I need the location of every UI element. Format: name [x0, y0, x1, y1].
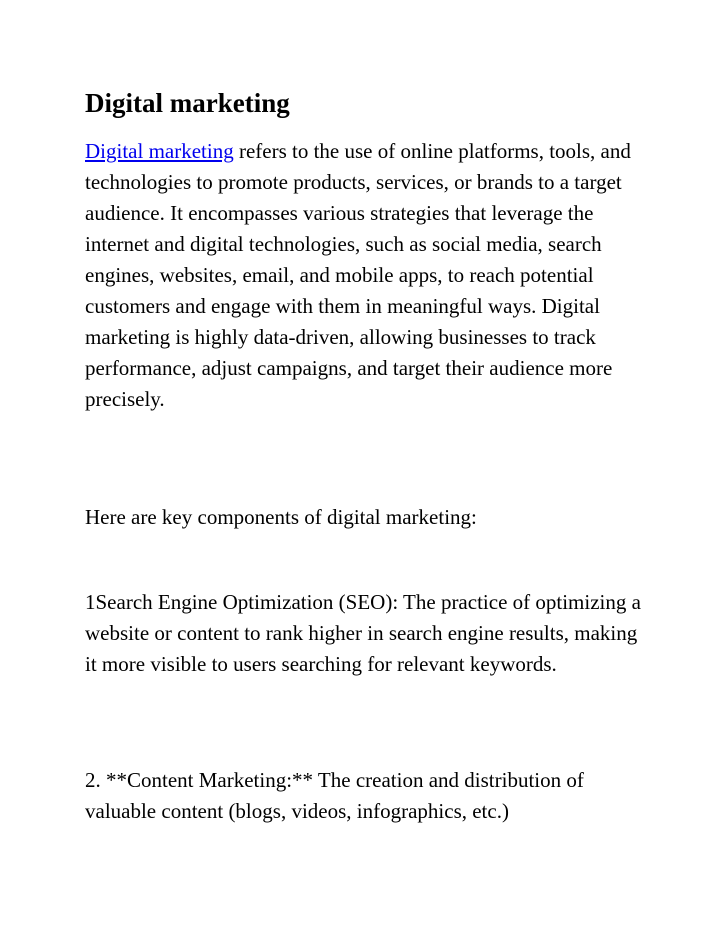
intro-paragraph: [85, 136, 645, 415]
document-title: Digital marketing: [85, 88, 290, 118]
seo-paragraph: 1Search Engine Optimization (SEO): The practice of optimizing a website or content to rank higher in search engine results, making it more visible to users searching for relevant keywords.: [85, 590, 641, 676]
intro-text: refers to the use of online platforms, tools, and technologies to promote products, services, or brands to a target audience. It encompasses various strategies that leverage the internet and digital technologies, such as social media, search engines, websites, email, and mobile apps, to reach potential customers and engage with them in meaningful ways. Digital marketing is highly data-driven, allowing businesses to track performance, adjust campaigns, and target their audience more precisely.: [85, 139, 631, 411]
content-marketing-paragraph: 2. **Content Marketing:** The creation and distribution of valuable content (blogs, videos, infographics, etc.): [85, 768, 584, 823]
components-intro-paragraph: Here are key components of digital marketing:: [85, 505, 477, 529]
digital-marketing-link[interactable]: Digital marketing: [85, 139, 234, 163]
